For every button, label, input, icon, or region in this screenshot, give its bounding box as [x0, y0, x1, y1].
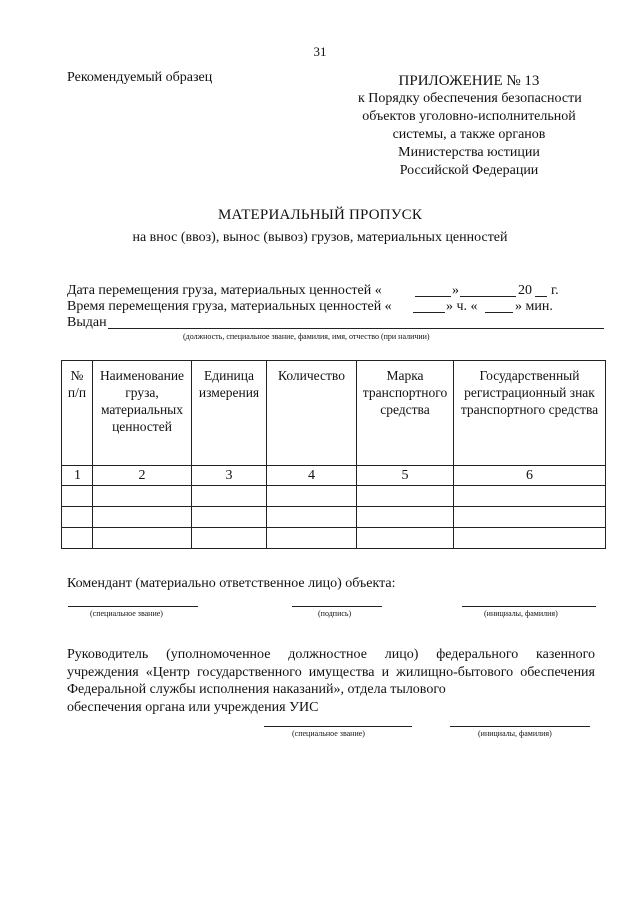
table-cell: 4 — [267, 466, 357, 486]
table-row — [62, 507, 606, 528]
table-cell[interactable] — [357, 507, 454, 528]
appendix-block — [358, 72, 580, 180]
document-title: МАТЕРИАЛЬНЫЙ ПРОПУСК — [217, 207, 423, 223]
table-cell[interactable] — [267, 486, 357, 507]
table-row — [62, 528, 606, 549]
table-header: Марка транспортного средства — [357, 361, 454, 466]
table-header: Количество — [267, 361, 357, 466]
cargo-table — [61, 360, 605, 549]
appendix-title: ПРИЛОЖЕНИЕ № 13 — [398, 73, 540, 89]
table-cell[interactable] — [93, 507, 192, 528]
table-cell: 5 — [357, 466, 454, 486]
table-cell[interactable] — [454, 507, 606, 528]
table-cell[interactable] — [267, 507, 357, 528]
commandant-signature-line[interactable] — [292, 596, 382, 607]
time-minutes-input[interactable] — [485, 298, 513, 313]
table-cell: 3 — [192, 466, 267, 486]
table-cell[interactable] — [62, 486, 93, 507]
table-cell[interactable] — [62, 528, 93, 549]
date-month-input[interactable] — [460, 282, 516, 297]
table-cell: 2 — [93, 466, 192, 486]
page-number: 31 — [313, 44, 327, 59]
time-minutes-suffix: » мин. — [515, 299, 553, 314]
head-rank-line[interactable] — [264, 716, 412, 727]
head-name-line[interactable] — [450, 716, 590, 727]
appendix-line: Министерства юстиции — [398, 145, 540, 160]
issued-label: Выдан — [67, 315, 107, 330]
head-name-hint: (инициалы, фамилия) — [478, 729, 552, 738]
head-rank-hint: (специальное звание) — [292, 729, 365, 738]
table-header: Государственный регистрационный знак транспортного средства — [454, 361, 606, 466]
date-day-input[interactable] — [415, 282, 451, 297]
date-field-label: Дата перемещения груза, материальных ценностей « — [67, 283, 382, 298]
table-cell[interactable] — [93, 528, 192, 549]
time-field-label: Время перемещения груза, материальных ценностей « — [67, 299, 392, 314]
table-cell[interactable] — [192, 486, 267, 507]
table-header-row — [62, 361, 606, 466]
table-cell[interactable] — [454, 486, 606, 507]
commandant-name-line[interactable] — [462, 596, 596, 607]
commandant-label: Комендант (материально ответственное лицо) объекта: — [67, 576, 396, 591]
recommended-sample-label: Рекомендуемый образец — [67, 70, 213, 85]
date-year-suffix: г. — [551, 283, 559, 298]
table-header: Наименование груза, материальных ценностей — [93, 361, 192, 466]
table-cell[interactable] — [357, 528, 454, 549]
table-cell: 1 — [62, 466, 93, 486]
table-cell[interactable] — [267, 528, 357, 549]
table-cell[interactable] — [454, 528, 606, 549]
document-subtitle: на внос (ввоз), вынос (вывоз) грузов, материальных ценностей — [132, 230, 508, 245]
table-cell[interactable] — [192, 528, 267, 549]
appendix-line: Российской Федерации — [399, 163, 539, 178]
head-paragraph-text-last: обеспечения органа или учреждения УИС — [67, 699, 319, 715]
table-cell[interactable] — [93, 486, 192, 507]
table-cell[interactable] — [62, 507, 93, 528]
time-hours-suffix: » ч. « — [446, 299, 478, 314]
date-year-input[interactable] — [535, 282, 547, 297]
appendix-line: системы, а также органов — [392, 127, 546, 142]
table-header: № п/п — [62, 361, 93, 466]
issued-hint: (должность, специальное звание, фамилия, имя, отчество (при наличии) — [183, 332, 430, 341]
commandant-name-hint: (инициалы, фамилия) — [484, 609, 558, 618]
appendix-line: объектов уголовно-исполнительной — [362, 109, 576, 124]
table-cell[interactable] — [192, 507, 267, 528]
commandant-signature-hint: (подпись) — [318, 609, 352, 618]
commandant-rank-line[interactable] — [68, 596, 198, 607]
time-hours-input[interactable] — [413, 298, 445, 313]
head-paragraph — [67, 646, 595, 716]
commandant-rank-hint: (специальное звание) — [90, 609, 163, 618]
table-cell: 6 — [454, 466, 606, 486]
table-number-row — [62, 466, 606, 486]
table-cell[interactable] — [357, 486, 454, 507]
appendix-line: к Порядку обеспечения безопасности — [358, 91, 582, 106]
date-year-prefix: 20 — [518, 283, 532, 298]
head-paragraph-text: Руководитель (уполномоченное должностное лицо) федерального казенного учреждения «Центр государственного имущества и жилищно-бытового обеспечения Федеральной службы исполнения наказаний», отдела тылового — [67, 647, 595, 697]
table-header: Единица измерения — [192, 361, 267, 466]
table-row — [62, 486, 606, 507]
issued-to-input[interactable] — [108, 314, 604, 329]
date-quote-close: » — [452, 283, 459, 298]
